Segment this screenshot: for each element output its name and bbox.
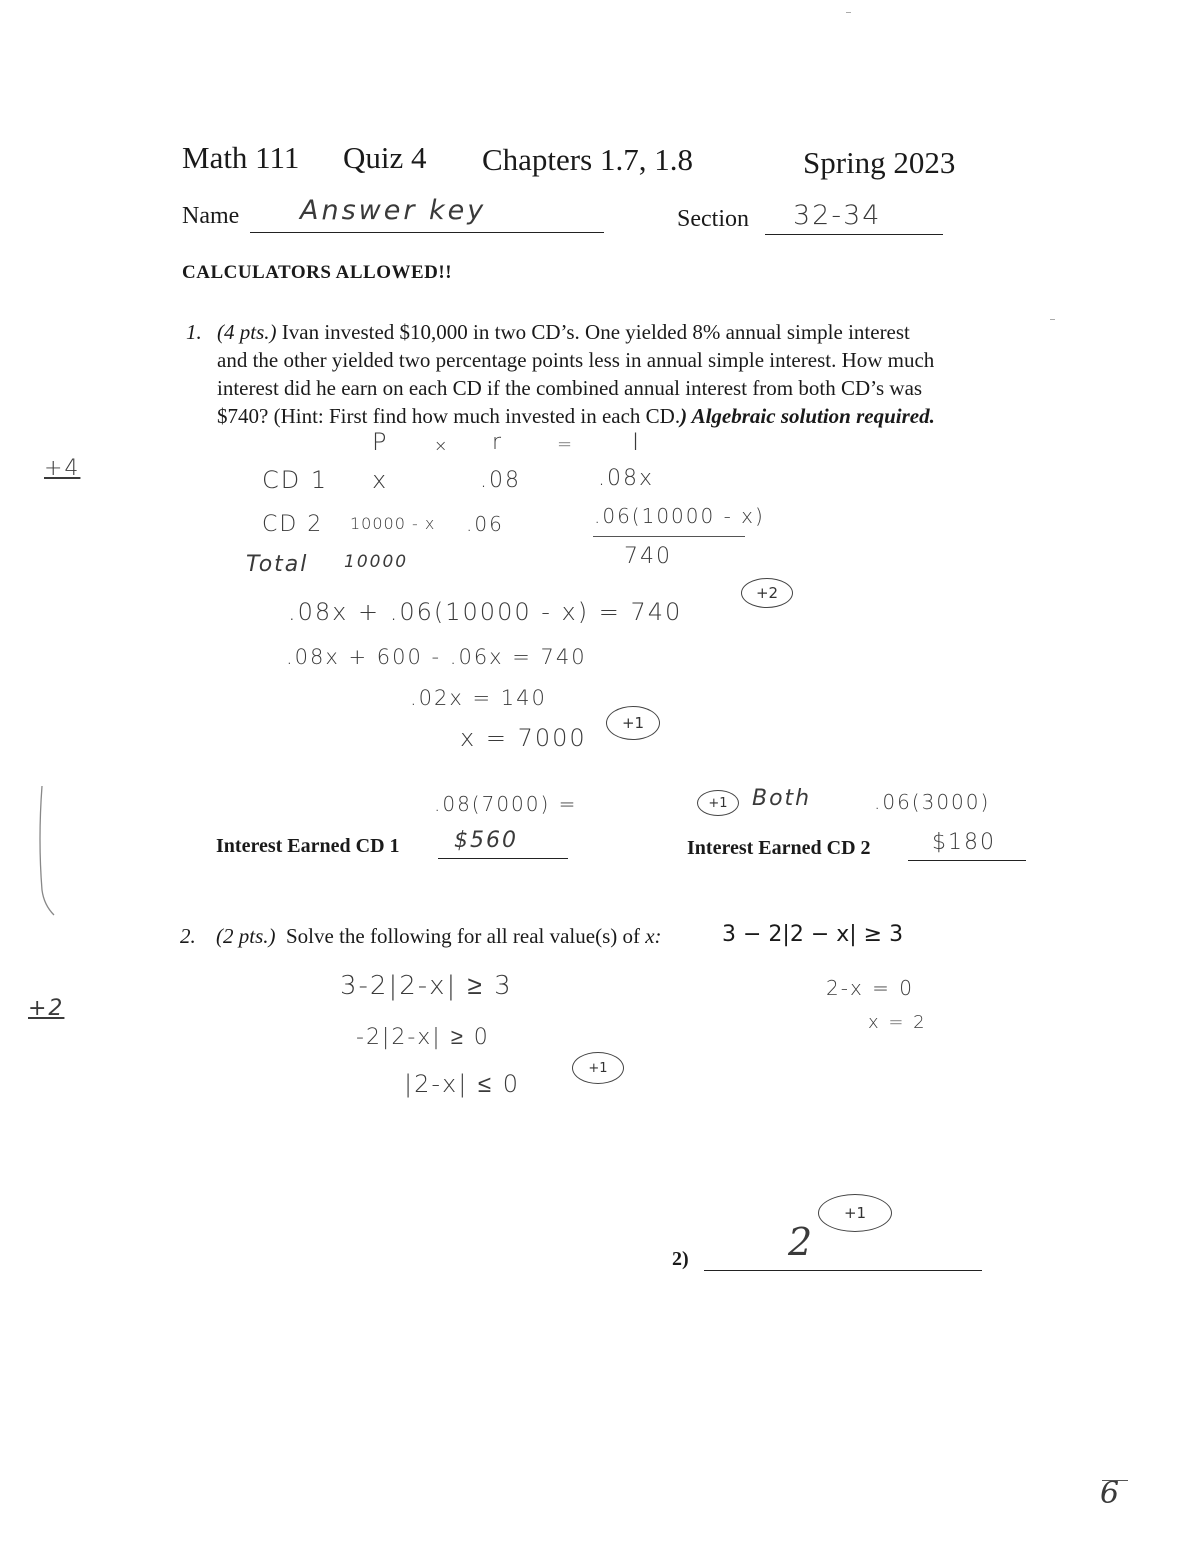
scan-speck — [846, 12, 851, 13]
score-circle-q1-b: +1 — [606, 706, 660, 740]
q1-points: (4 pts.) — [217, 320, 277, 344]
work-cd2-i: .06(10000 - x) — [594, 504, 765, 528]
chapters-title: Chapters 1.7, 1.8 — [482, 142, 693, 177]
score-circle-q2-b: +1 — [818, 1194, 892, 1232]
score-circle-q1-a: +2 — [741, 578, 793, 608]
work-sum-line — [593, 536, 745, 537]
work-calc1: .08(7000) = — [434, 792, 578, 816]
work-header-eq: = — [557, 434, 575, 455]
margin-score-q1: +4 — [44, 456, 81, 481]
work-header-p: P — [372, 428, 389, 456]
work-eq3: .02x = 140 — [410, 686, 547, 710]
name-value: Answer key — [300, 195, 487, 226]
q2-number: 2. — [180, 924, 196, 948]
work-header-i: I — [632, 428, 642, 456]
q2-expression: 3 − 2|2 − x| ≥ 3 — [722, 922, 904, 947]
final-score: 6 — [1100, 1476, 1122, 1511]
q2-work-l3: |2-x| ≤ 0 — [404, 1070, 521, 1098]
course-title: Math 111 — [182, 140, 300, 175]
q1-line3: interest did he earn on each CD if the combined annual interest from both CD’s was — [217, 376, 923, 400]
work-cd1-p: x — [372, 466, 389, 494]
score-circle-q1-c: +1 — [697, 790, 739, 816]
q2-answer-line — [704, 1270, 982, 1271]
section-line — [765, 234, 943, 235]
answer1-line — [438, 858, 568, 859]
work-eq1: .08x + .06(10000 - x) = 740 — [288, 598, 683, 626]
final-score-overline — [1102, 1480, 1128, 1481]
q2-work-l1: 3-2|2-x| ≥ 3 — [340, 971, 513, 1001]
q2-work-l2: -2|2-x| ≥ 0 — [356, 1025, 490, 1050]
work-total-i: 740 — [624, 544, 672, 569]
answer2-label: Interest Earned CD 2 — [687, 837, 871, 859]
work-cd2-p: 10000 - x — [350, 514, 436, 533]
margin-bracket-mark — [30, 780, 70, 920]
q1-line1: (4 pts.) Ivan invested $10,000 in two CD’s. One yielded 8% annual simple interest — [217, 320, 910, 344]
q2-text: (2 pts.) Solve the following for all real value(s) of x: — [216, 924, 662, 948]
score-circle-q2-a: +1 — [572, 1052, 624, 1084]
answer1-label: Interest Earned CD 1 — [216, 835, 400, 857]
section-label: Section — [677, 206, 749, 232]
answer2-value: $180 — [932, 830, 996, 855]
q2-work-s1: 2-x = 0 — [826, 976, 914, 1000]
work-cd2-r: .06 — [466, 512, 504, 536]
work-cd1-i: .08x — [598, 466, 655, 491]
q2-points: (2 pts.) — [216, 924, 276, 948]
q2-work-s2: x = 2 — [868, 1012, 927, 1033]
work-cd1-r: .08 — [480, 468, 521, 493]
quiz-title: Quiz 4 — [343, 140, 427, 175]
q1-number: 1. — [186, 320, 202, 344]
work-header-r: r — [492, 430, 504, 455]
section-value: 32-34 — [793, 200, 882, 231]
term-title: Spring 2023 — [803, 145, 956, 180]
scan-speck — [1050, 319, 1055, 320]
work-total-p: 10000 — [344, 552, 409, 572]
work-total-label: Total — [246, 552, 309, 577]
name-label: Name — [182, 203, 240, 229]
margin-score-q2: +2 — [28, 996, 65, 1021]
work-cd2-label: CD 2 — [262, 512, 324, 537]
calculators-note: CALCULATORS ALLOWED!! — [182, 262, 453, 283]
answer2-line — [908, 860, 1026, 861]
work-both-note: Both — [752, 786, 812, 811]
work-calc2: .06(3000) — [874, 790, 991, 814]
answer1-value: $560 — [454, 828, 518, 853]
q2-answer-value: 2 — [788, 1220, 815, 1264]
work-cd1-label: CD 1 — [262, 466, 329, 494]
work-header-times: × — [434, 436, 450, 455]
q1-line4: $740? (Hint: First find how much invested in each CD.) Algebraic solution required. — [217, 404, 935, 428]
work-eq4: x = 7000 — [460, 724, 587, 752]
name-line — [250, 232, 604, 233]
q1-line2: and the other yielded two percentage points less in annual simple interest. How much — [217, 348, 935, 372]
q2-answer-label: 2) — [672, 1248, 689, 1270]
work-eq2: .08x + 600 - .06x = 740 — [286, 645, 587, 669]
